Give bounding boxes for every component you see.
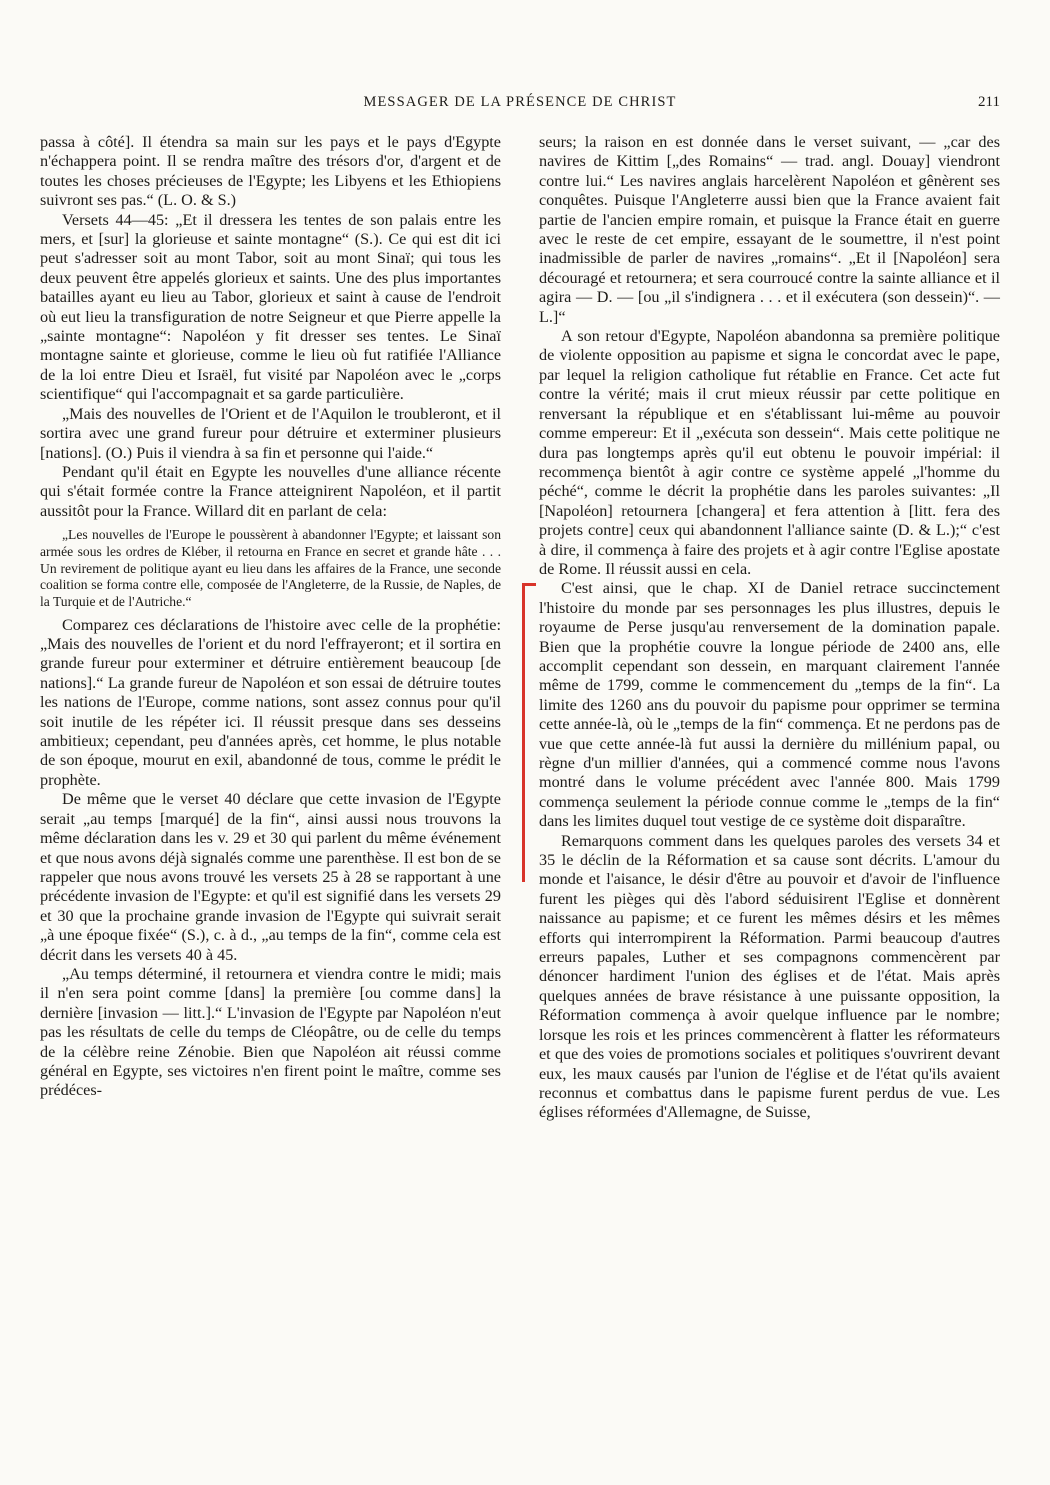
- paragraph: Pendant qu'il était en Egypte les nouvelles d'une alliance récente qui s'était formée contre la France atteignirent Napoléon, et il partit aussitôt pour la France. Willard dit en parlant de cela:: [40, 462, 501, 520]
- paragraph: Comparez ces déclarations de l'histoire avec celle de la prophétie: „Mais des nouvelles de l'orient et du nord l'effrayeront; et il sortira en grande fureur pour exterminer et détruire entièrement beaucoup [de nations].“ La grande fureur de Napoléon et son essai de détruire toutes les nations de l'Europe, comme nations, sont assez connus pour qu'il soit inutile de les répéter ici. Il réussit presque dans ses desseins ambitieux; cependant, peu d'années après, cet homme, le plus notable de son époque, mourut en exil, abandonné de tous, comme le prédit le prophète.: [40, 615, 501, 789]
- paragraph: Remarquons comment dans les quelques paroles des versets 34 et 35 le déclin de la Réformation et sa cause sont décrits. L'amour du monde et l'aisance, le désir d'être au pouvoir et d'avoir de l'influence furent les pièges qui dès l'abord séduisirent l'Eglise et donnèrent naissance au papisme; et ce furent les mêmes désirs et les mêmes efforts qui interrompirent la Réformation. Parmi beaucoup d'autres erreurs papales, Luther et ses compagnons commencèrent par dénoncer hardiment l'union des églises et de l'état. Mais après quelques années de brave résistance à une puissante opposition, la Réformation commença à avoir quelque influence par le nombre; lorsque les rois et les princes commencèrent à flatter les réformateurs et que des voies de promotions sociales et politiques s'ouvrirent devant eux, les maux causés par l'union de l'église et de l'état qu'ils avaient reconnus et combattus dans le papisme furent perdus de vue. Les églises réformées d'Allemagne, de Suisse,: [539, 831, 1000, 1122]
- paragraph: „Au temps déterminé, il retournera et viendra contre le midi; mais il n'en sera point comme [dans] la première [ou comme dans] la dernière [invasion — litt.].“ L'invasion de l'Egypte par Napoléon n'eut pas les résultats de celle du temps de Cléopâtre, ou de celle du temps de la célèbre reine Zénobie. Bien que Napoléon ait réussi comme général en Egypte, ses victoires n'en firent point le maître, comme ses prédéces-: [40, 964, 501, 1100]
- left-column: [40, 133, 501, 1101]
- margin-bracket-mark: [522, 583, 536, 882]
- page-number: 211: [978, 94, 1000, 110]
- block-quote: „Les nouvelles de l'Europe le poussèrent à abandonner l'Egypte; et laissant son armée sous les ordres de Kléber, il retourna en France en secret et grande hâte . . . Un revirement de politique ayant eu lieu dans les affaires de la France, une seconde coalition se forma contre elle, composée de l'Angleterre, de la Russie, de Naples, de la Turquie et de l'Autriche.“: [40, 527, 501, 609]
- paragraph: De même que le verset 40 déclare que cette invasion de l'Egypte serait „au temps [marqué] de la fin“, ainsi aussi nous trouvons la même déclaration dans les v. 29 et 30 qui parlent du même événement et que nous avons déjà signalés comme une parenthèse. Il est bon de se rappeler que nous avons trouvé les versets 25 à 28 se rapportant à une précédente invasion de l'Egypte: et qu'il est signifié dans les versets 29 et 30 que la prochaine grande invasion de l'Egypte qui suivrait serait „à une époque fixée“ (S.), c. à d., „au temps de la fin“, comme cela est décrit dans les versets 40 à 45.: [40, 790, 501, 964]
- paragraph: Versets 44—45: „Et il dressera les tentes de son palais entre les mers, et [sur] la glorieuse et sainte montagne“ (S.). Ce qui est dit ici peut s'adresser soit au mont Tabor, soit au mont Sinaï; qui tous les deux peuvent être appelés glorieux et saints. Une des plus importantes batailles ayant eu lieu au Tabor, glorieux et saint à cause de l'endroit où eut lieu la transfiguration de notre Seigneur et que Pierre appelle la „sainte montagne“: Napoléon y fit dresser ses tentes. Le Sinaï montagne sainte et glorieuse, comme le lieu où fut ratifiée l'Alliance de la loi entre Dieu et Israël, fut visité par Napoléon avec le „corps scientifique“ qui l'accompagnait et sa garde particulière.: [40, 210, 501, 404]
- paragraph: passa à côté]. Il étendra sa main sur les pays et le pays d'Egypte n'échappera point. Il se rendra maître des trésors d'or, d'argent et de toutes les choses précieuses de l'Egypte; les Libyens et les Ethiopiens suivront ses pas.“ (L. O. & S.): [40, 133, 501, 210]
- paragraph: A son retour d'Egypte, Napoléon abandonna sa première politique de violente opposition au papisme et signa le concordat avec le pape, par lequel la religion catholique fut rétablie en France. Cet acte fut contre la vérité; mais il crut mieux réussir par cette politique en renversant la république et en s'établissant lui-même au pouvoir comme empereur: Et il „exécuta son dessein“. Mais cette politique ne dura pas longtemps après qu'il eut obtenu le pouvoir impérial: il recommença bientôt à agir contre ce système appelé „l'homme du péché“, comme le décrit la prophétie dans les paroles suivantes: „Il [Napoléon] retournera [changera] et fera attention à [litt. fera des projets contre] ceux qui abandonnent l'alliance sainte (D. & L.);“ c'est à dire, il commença à faire des projets et à agir contre l'Eglise apostate de Rome. Il réussit aussi en cela.: [539, 327, 1000, 578]
- right-column: [539, 133, 1000, 1123]
- paragraph: seurs; la raison en est donnée dans le verset suivant, — „car des navires de Kittim [„des Romains“ — trad. angl. Douay] viendront contre lui.“ Les navires anglais harcelèrent Napoléon et gênèrent ses conquêtes. Puisque l'Angleterre aussi bien que la France avaient fait partie de l'ancien empire romain, et puisque la France était en guerre avec le reste de cet empire, essayant de le soumettre, il n'est point inadmissible de parler de navires „romains“. „Et il [Napoléon] sera découragé et retournera; et sera courroucé contre la sainte alliance et il agira — D. — [ou „il s'indignera . . . et il exécutera (son dessein)“. — L.]“: [539, 133, 1000, 326]
- marked-passage: [539, 579, 1000, 831]
- paragraph: „Mais des nouvelles de l'Orient et de l'Aquilon le troubleront, et il sortira avec une grand fureur pour détruire et exterminer plusieurs [nations]. (O.) Puis il viendra à sa fin et personne qui l'aide.“: [40, 404, 501, 462]
- paragraph: C'est ainsi, que le chap. XI de Daniel retrace succinctement l'histoire du monde par ses personnages les plus illustres, depuis le royaume de Perse jusqu'au renversement de la domination papale. Bien que la prophétie couvre la longue période de 2400 ans, elle accomplit cependant son dessein, en marquant clairement l'année même de 1799, comme le commencement du „temps de la fin“. La limite des 1260 ans du pouvoir du papisme pour opprimer se termina cette année-là, où le „temps de la fin“ commença. Et ne perdons pas de vue que cette année-là fut aussi la dernière du millénium papal, ou règne d'un millier d'années, qui a commencé comme nous l'avons montré dans le volume précédent avec l'année 800. Mais 1799 commença seulement la période connue comme le „temps de la fin“ dans les limites duquel tout vestige de ce système doit disparaître.: [539, 579, 1000, 831]
- header-title: MESSAGER DE LA PRÉSENCE DE CHRIST: [363, 94, 677, 110]
- running-header: [40, 94, 1000, 118]
